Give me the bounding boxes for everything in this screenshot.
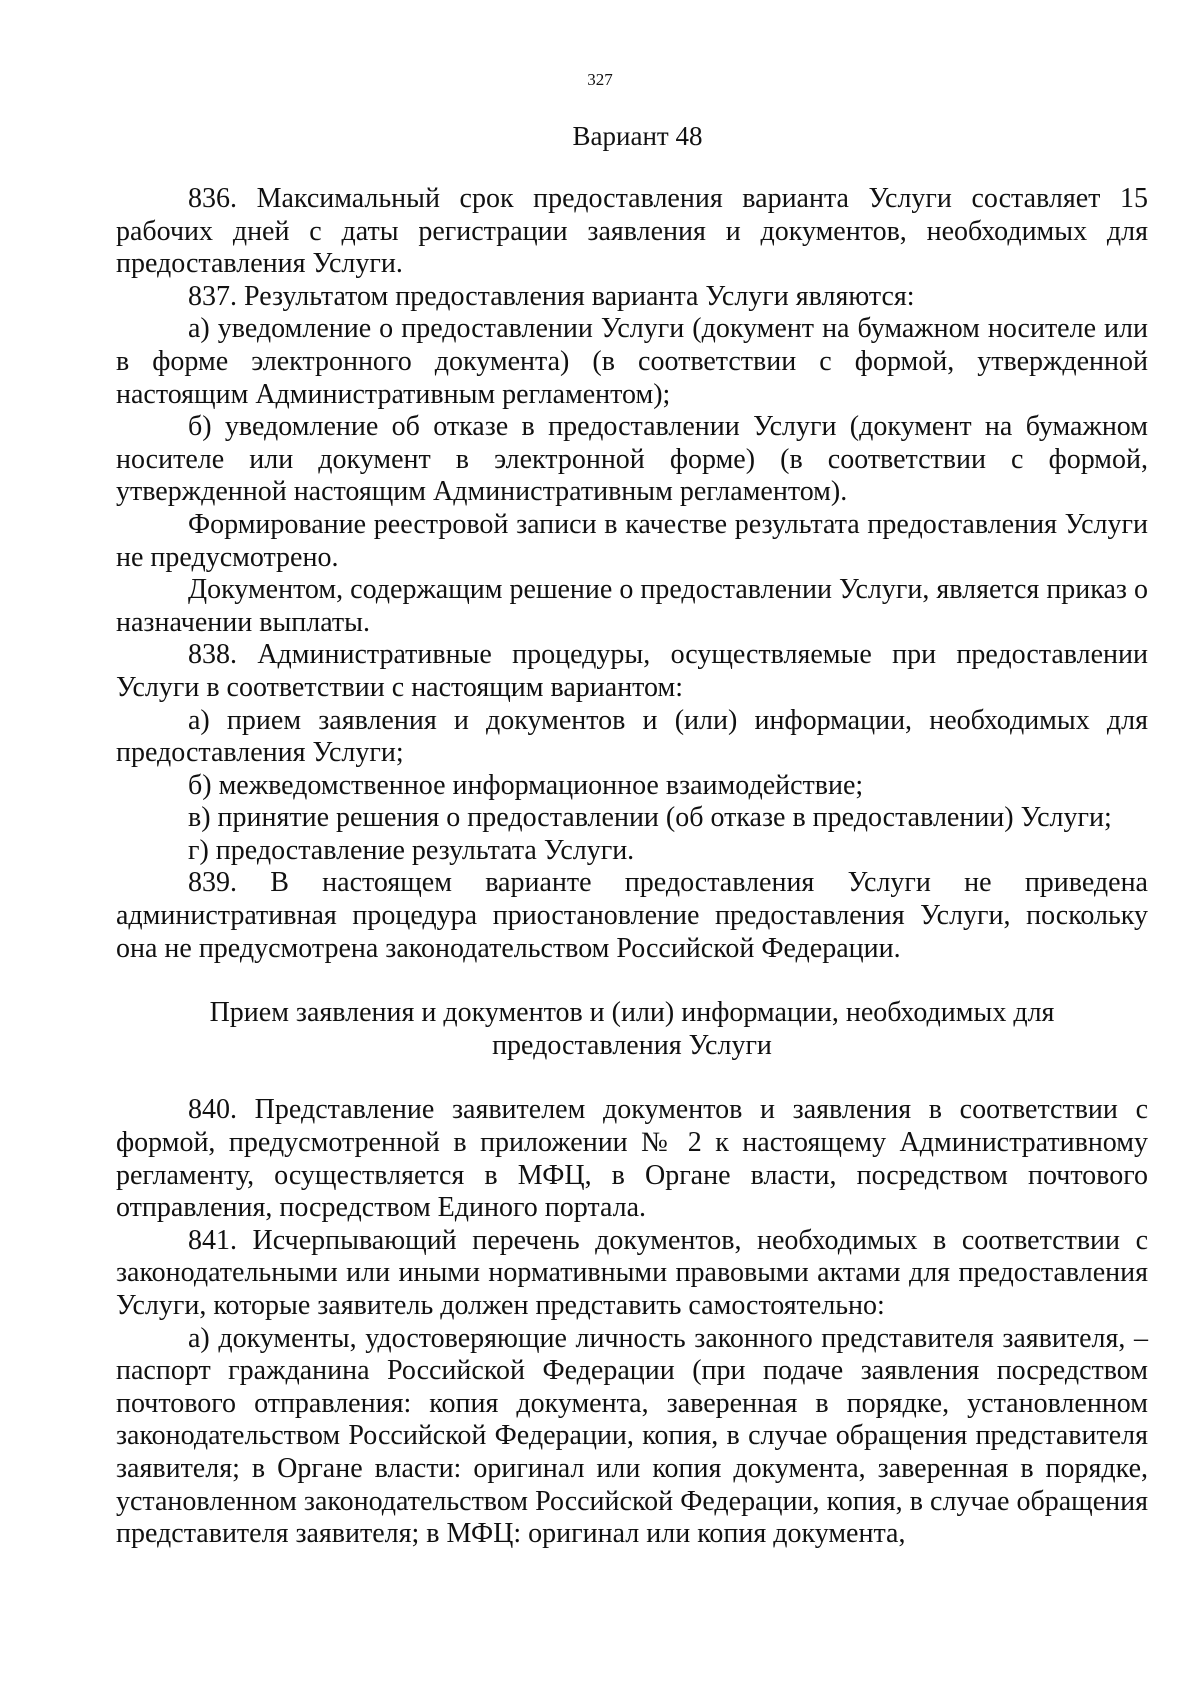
paragraph-837: 837. Результатом предоставления варианта Услуги являются: (188, 280, 915, 312)
paragraph-841-a: а) документы, удостоверяющие личность законного представителя заявителя, – паспорт гражданина Российской Федерации (при подаче заявления посредством почтового отправления: копия документа, заверенная в порядке, установленном законодательством Российской Федерации, копия, в случае обращения представителя заявителя; в Органе власти: оригинал или копия документа, заверенная в порядке, установленном законодательством Российской Федерации, копия, в случае обращения представителя заявителя; в МФЦ: оригинал или копия документа, (116, 1322, 1148, 1550)
paragraph-839: 839. В настоящем варианте предоставления Услуги не приведена административная процедура приостановление предоставления Услуги, поскольку она не предусмотрена законодательством Российской Федерации. (116, 867, 1148, 964)
document-body (116, 183, 1148, 1551)
paragraph-838-v: в) принятие решения о предоставлении (об отказе в предоставлении) Услуги; (188, 802, 1112, 834)
section-heading (116, 997, 1148, 1062)
paragraph-registry-record: Формирование реестровой записи в качестве результата предоставления Услуги не предусмотрено. (116, 508, 1148, 573)
paragraph-838: 838. Административные процедуры, осуществляемые при предоставлении Услуги в соответствии с настоящим вариантом: (116, 639, 1148, 703)
paragraph-836: 836. Максимальный срок предоставления варианта Услуги составляет 15 рабочих дней с даты регистрации заявления и документов, необходимых для предоставления Услуги. (116, 183, 1148, 280)
section-heading-line-2: предоставления Услуги (492, 1029, 772, 1061)
paragraph-838-g: г) предоставление результата Услуги. (188, 834, 635, 866)
variant-title: Вариант 48 (572, 121, 703, 151)
paragraph-841: 841. Исчерпывающий перечень документов, необходимых в соответствии с законодательными или иными нормативными правовыми актами для предоставления Услуги, которые заявитель должен представить самостоятельно: (116, 1224, 1148, 1321)
paragraph-840: 840. Представление заявителем документов и заявления в соответствии с формой, предусмотренной в приложении № 2 к настоящему Административному регламенту, осуществляется в МФЦ, в Органе власти, посредством почтового отправления, посредством Единого портала. (116, 1094, 1148, 1224)
paragraph-decision-document: Документом, содержащим решение о предоставлении Услуги, является приказ о назначении выплаты. (116, 574, 1148, 638)
page-number: 327 (587, 70, 613, 89)
paragraph-838-a: а) прием заявления и документов и (или) информации, необходимых для предоставления Услуги; (116, 704, 1148, 769)
paragraph-837-a: а) уведомление о предоставлении Услуги (документ на бумажном носителе или в форме электронного документа) (в соответствии с формой, утвержденной настоящим Административным регламентом); (116, 313, 1148, 410)
paragraph-838-b: б) межведомственное информационное взаимодействие; (188, 769, 864, 801)
section-heading-line-1: Прием заявления и документов и (или) информации, необходимых для (209, 997, 1055, 1029)
paragraph-837-b: б) уведомление об отказе в предоставлении Услуги (документ на бумажном носителе или документ в электронной форме) (в соответствии с формой, утвержденной настоящим Административным регламентом). (116, 411, 1148, 508)
